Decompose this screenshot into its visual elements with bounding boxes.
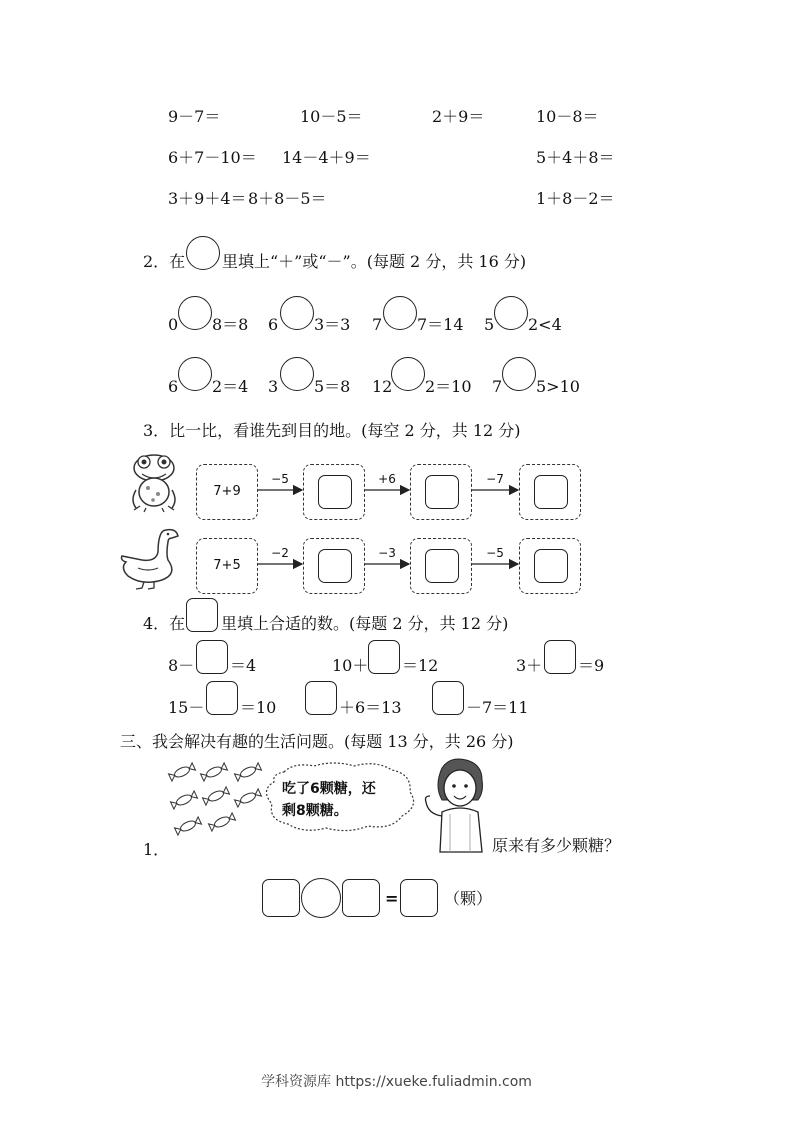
q4-item-5-box[interactable] (305, 681, 337, 715)
answer-box-1[interactable] (262, 879, 300, 917)
s3-q1-number: 1． (143, 840, 170, 859)
q4-number: 4．在 (143, 614, 186, 633)
q4-item-1-a: 8－ (168, 656, 195, 675)
answer-unit: （颗） (444, 889, 493, 908)
expr-6+7-10: 6＋7－10＝ (168, 148, 257, 167)
q4-item-1-b: ＝4 (230, 656, 257, 675)
goose-box-1 (303, 538, 365, 594)
expr-2+9: 2＋9＝ (432, 107, 485, 126)
q2-item-8-a: 7 (492, 377, 503, 396)
goose-answer-2[interactable] (425, 549, 459, 583)
goose-start-expr: 7+5 (213, 558, 241, 573)
q2-item-2-b: 3＝3 (314, 315, 351, 334)
expr-10-5: 10－5＝ (300, 107, 363, 126)
q4-item-6-b: －7＝11 (466, 698, 529, 717)
answer-equals: = (385, 889, 399, 908)
expr-3+9+4: 3＋9＋4＝ (168, 189, 247, 208)
q4-item-4-box[interactable] (206, 681, 238, 715)
goose-box-2 (410, 538, 472, 594)
q4-item-1-box[interactable] (196, 640, 228, 674)
answer-box-result[interactable] (400, 879, 438, 917)
goose-icon (118, 524, 182, 590)
q4-item-5-b: ＋6＝13 (339, 698, 402, 717)
answer-box-2[interactable] (342, 879, 380, 917)
goose-answer-1[interactable] (318, 549, 352, 583)
q2-item-5-a: 6 (168, 377, 179, 396)
q2-instruction: 里填上“＋”或“－”。(每题 2 分，共 16 分) (222, 252, 527, 271)
answer-operator-circle[interactable] (301, 878, 341, 918)
q4-item-2-box[interactable] (368, 640, 400, 674)
q4-item-3-box[interactable] (544, 640, 576, 674)
goose-op-1: −2 (271, 546, 289, 560)
q2-item-5-b: 2＝4 (212, 377, 249, 396)
expr-14-4+9: 14－4＋9＝ (282, 148, 371, 167)
goose-box-3 (519, 538, 581, 594)
q4-item-6-box[interactable] (432, 681, 464, 715)
q4-instruction: 里填上合适的数。(每题 2 分，共 12 分) (221, 614, 509, 633)
q4-item-2-a: 10＋ (332, 656, 369, 675)
boy-icon (420, 756, 490, 856)
q2-item-7-a: 12 (372, 377, 393, 396)
bubble-line-2: 剩8颗糖。 (282, 803, 348, 819)
goose-answer-3[interactable] (534, 549, 568, 583)
q2-item-4-a: 5 (484, 315, 495, 334)
frog-op-2: +6 (378, 472, 396, 486)
goose-op-3: −5 (486, 546, 504, 560)
expr-8+8-5: 8＋8－5＝ (248, 189, 327, 208)
q2-number: 2．在 (143, 252, 186, 271)
s3-q1-question: 原来有多少颗糖？ (492, 836, 621, 855)
expr-10-8: 10－8＝ (536, 107, 599, 126)
q4-item-4-a: 15－ (168, 698, 205, 717)
footer-watermark: 学科资源库 https://xueke.fuliadmin.com (261, 1074, 532, 1090)
section3-title: 三、我会解决有趣的生活问题。(每题 13 分，共 26 分) (120, 732, 514, 751)
q2-item-7-b: 2＝10 (425, 377, 472, 396)
q2-item-1-a: 0 (168, 315, 179, 334)
candies-icon (168, 762, 268, 840)
q2-item-2-a: 6 (268, 315, 279, 334)
q2-item-8-b: 5>10 (536, 377, 580, 396)
q2-item-3-a: 7 (372, 315, 383, 334)
q4-box-sample (186, 598, 218, 632)
q2-item-6-b: 5＝8 (314, 377, 351, 396)
frog-start-expr: 7+9 (213, 484, 241, 499)
frog-op-1: −5 (271, 472, 289, 486)
goose-op-2: −3 (378, 546, 396, 560)
q4-item-3-a: 3＋ (516, 656, 543, 675)
goose-start-box (196, 538, 258, 594)
q2-item-3-b: 7＝14 (417, 315, 464, 334)
expr-9-7: 9－7＝ (168, 107, 221, 126)
expr-1+8-2: 1＋8－2＝ (536, 189, 615, 208)
frog-op-3: −7 (486, 472, 504, 486)
q4-item-4-b: ＝10 (240, 698, 277, 717)
expr-5+4+8: 5＋4＋8＝ (536, 148, 615, 167)
q2-item-4-b: 2<4 (528, 315, 562, 334)
q4-item-3-b: ＝9 (578, 656, 605, 675)
q4-item-2-b: ＝12 (402, 656, 439, 675)
bubble-line-1: 吃了6颗糖，还 (282, 781, 376, 797)
q2-item-6-a: 3 (268, 377, 279, 396)
q2-item-1-b: 8＝8 (212, 315, 249, 334)
q3-title: 3．比一比，看谁先到目的地。(每空 2 分，共 12 分) (143, 421, 521, 440)
